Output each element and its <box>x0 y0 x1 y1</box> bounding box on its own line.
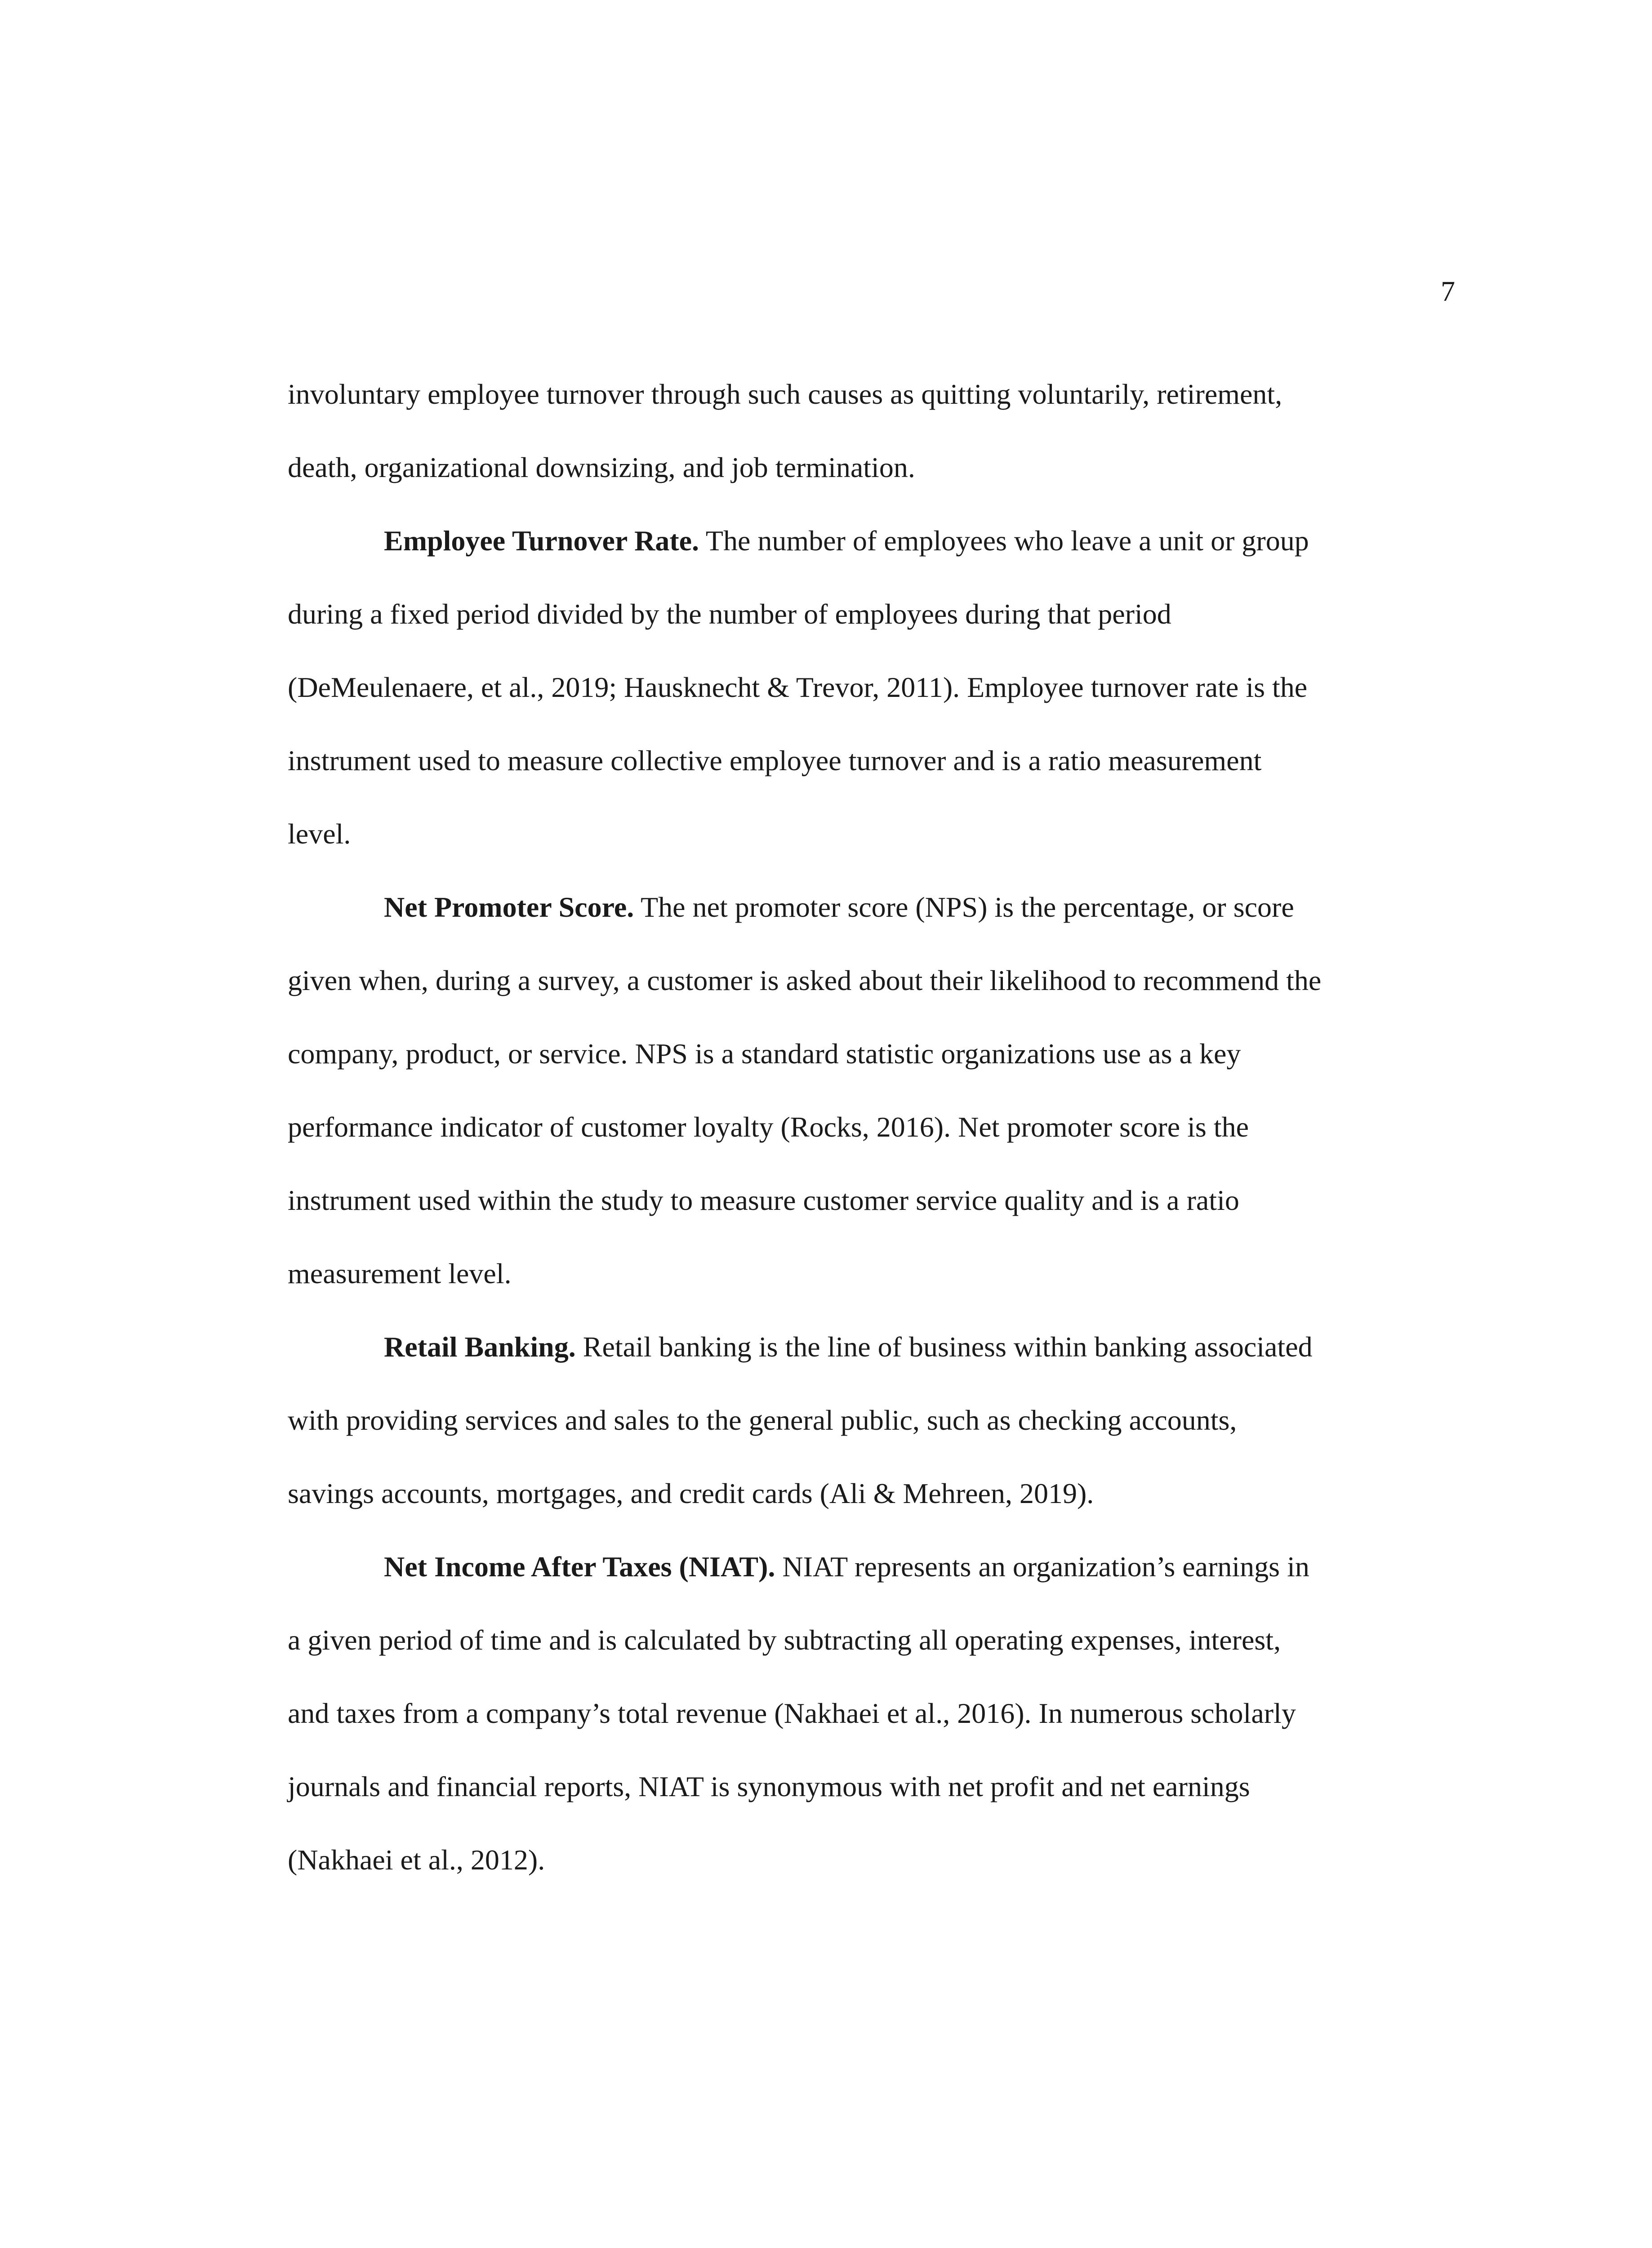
definition-retail-banking <box>288 1310 1438 1530</box>
paragraph-line: company, product, or service. NPS is a standard statistic organizations use as a key <box>288 1038 1241 1070</box>
definition-text: Retail banking is the line of business within banking associated <box>575 1331 1313 1363</box>
paragraph-line: measurement level. <box>288 1258 512 1289</box>
definition-net-income-after-taxes <box>288 1530 1438 1896</box>
paragraph-first-line <box>288 1530 1438 1603</box>
paragraph-continuation <box>288 357 1438 504</box>
page-number: 7 <box>1441 275 1455 307</box>
paragraph-first-line <box>288 1310 1438 1383</box>
paragraph-line: during a fixed period divided by the number of employees during that period <box>288 598 1171 630</box>
paragraph-first-line <box>288 870 1438 944</box>
definition-term: Employee Turnover Rate. <box>384 525 699 557</box>
definition-text: The net promoter score (NPS) is the percentage, or score <box>634 891 1294 923</box>
definition-text: The number of employees who leave a unit or group <box>699 525 1309 557</box>
body-text <box>288 357 1438 1896</box>
paragraph-line: (DeMeulenaere, et al., 2019; Hausknecht & Trevor, 2011). Employee turnover rate is the <box>288 671 1308 703</box>
definition-employee-turnover-rate <box>288 504 1438 870</box>
paragraph-line: and taxes from a company’s total revenue (Nakhaei et al., 2016). In numerous scholarly <box>288 1697 1296 1729</box>
paragraph-line: instrument used to measure collective employee turnover and is a ratio measurement <box>288 745 1262 776</box>
definition-net-promoter-score <box>288 870 1438 1310</box>
definition-text: NIAT represents an organization’s earnings in <box>775 1551 1309 1583</box>
definition-term: Net Promoter Score. <box>384 891 634 923</box>
paragraph-line: death, organizational downsizing, and job termination. <box>288 451 915 483</box>
paragraph-line: (Nakhaei et al., 2012). <box>288 1844 545 1876</box>
paragraph-line: involuntary employee turnover through such causes as quitting voluntarily, retirement, <box>288 378 1282 410</box>
paragraph-line: journals and financial reports, NIAT is synonymous with net profit and net earnings <box>288 1771 1250 1802</box>
paragraph-line: given when, during a survey, a customer is asked about their likelihood to recommend the <box>288 964 1322 996</box>
paragraph-line: instrument used within the study to measure customer service quality and is a ratio <box>288 1184 1239 1216</box>
paragraph-first-line <box>288 504 1438 577</box>
paragraph-line: performance indicator of customer loyalty (Rocks, 2016). Net promoter score is the <box>288 1111 1249 1143</box>
paragraph-line: level. <box>288 818 351 850</box>
paragraph-line: a given period of time and is calculated by subtracting all operating expenses, interest, <box>288 1624 1281 1656</box>
definition-term: Net Income After Taxes (NIAT). <box>384 1551 775 1583</box>
paragraph-line: with providing services and sales to the general public, such as checking accounts, <box>288 1404 1237 1436</box>
paragraph-line: savings accounts, mortgages, and credit cards (Ali & Mehreen, 2019). <box>288 1477 1094 1509</box>
definition-term: Retail Banking. <box>384 1331 576 1363</box>
